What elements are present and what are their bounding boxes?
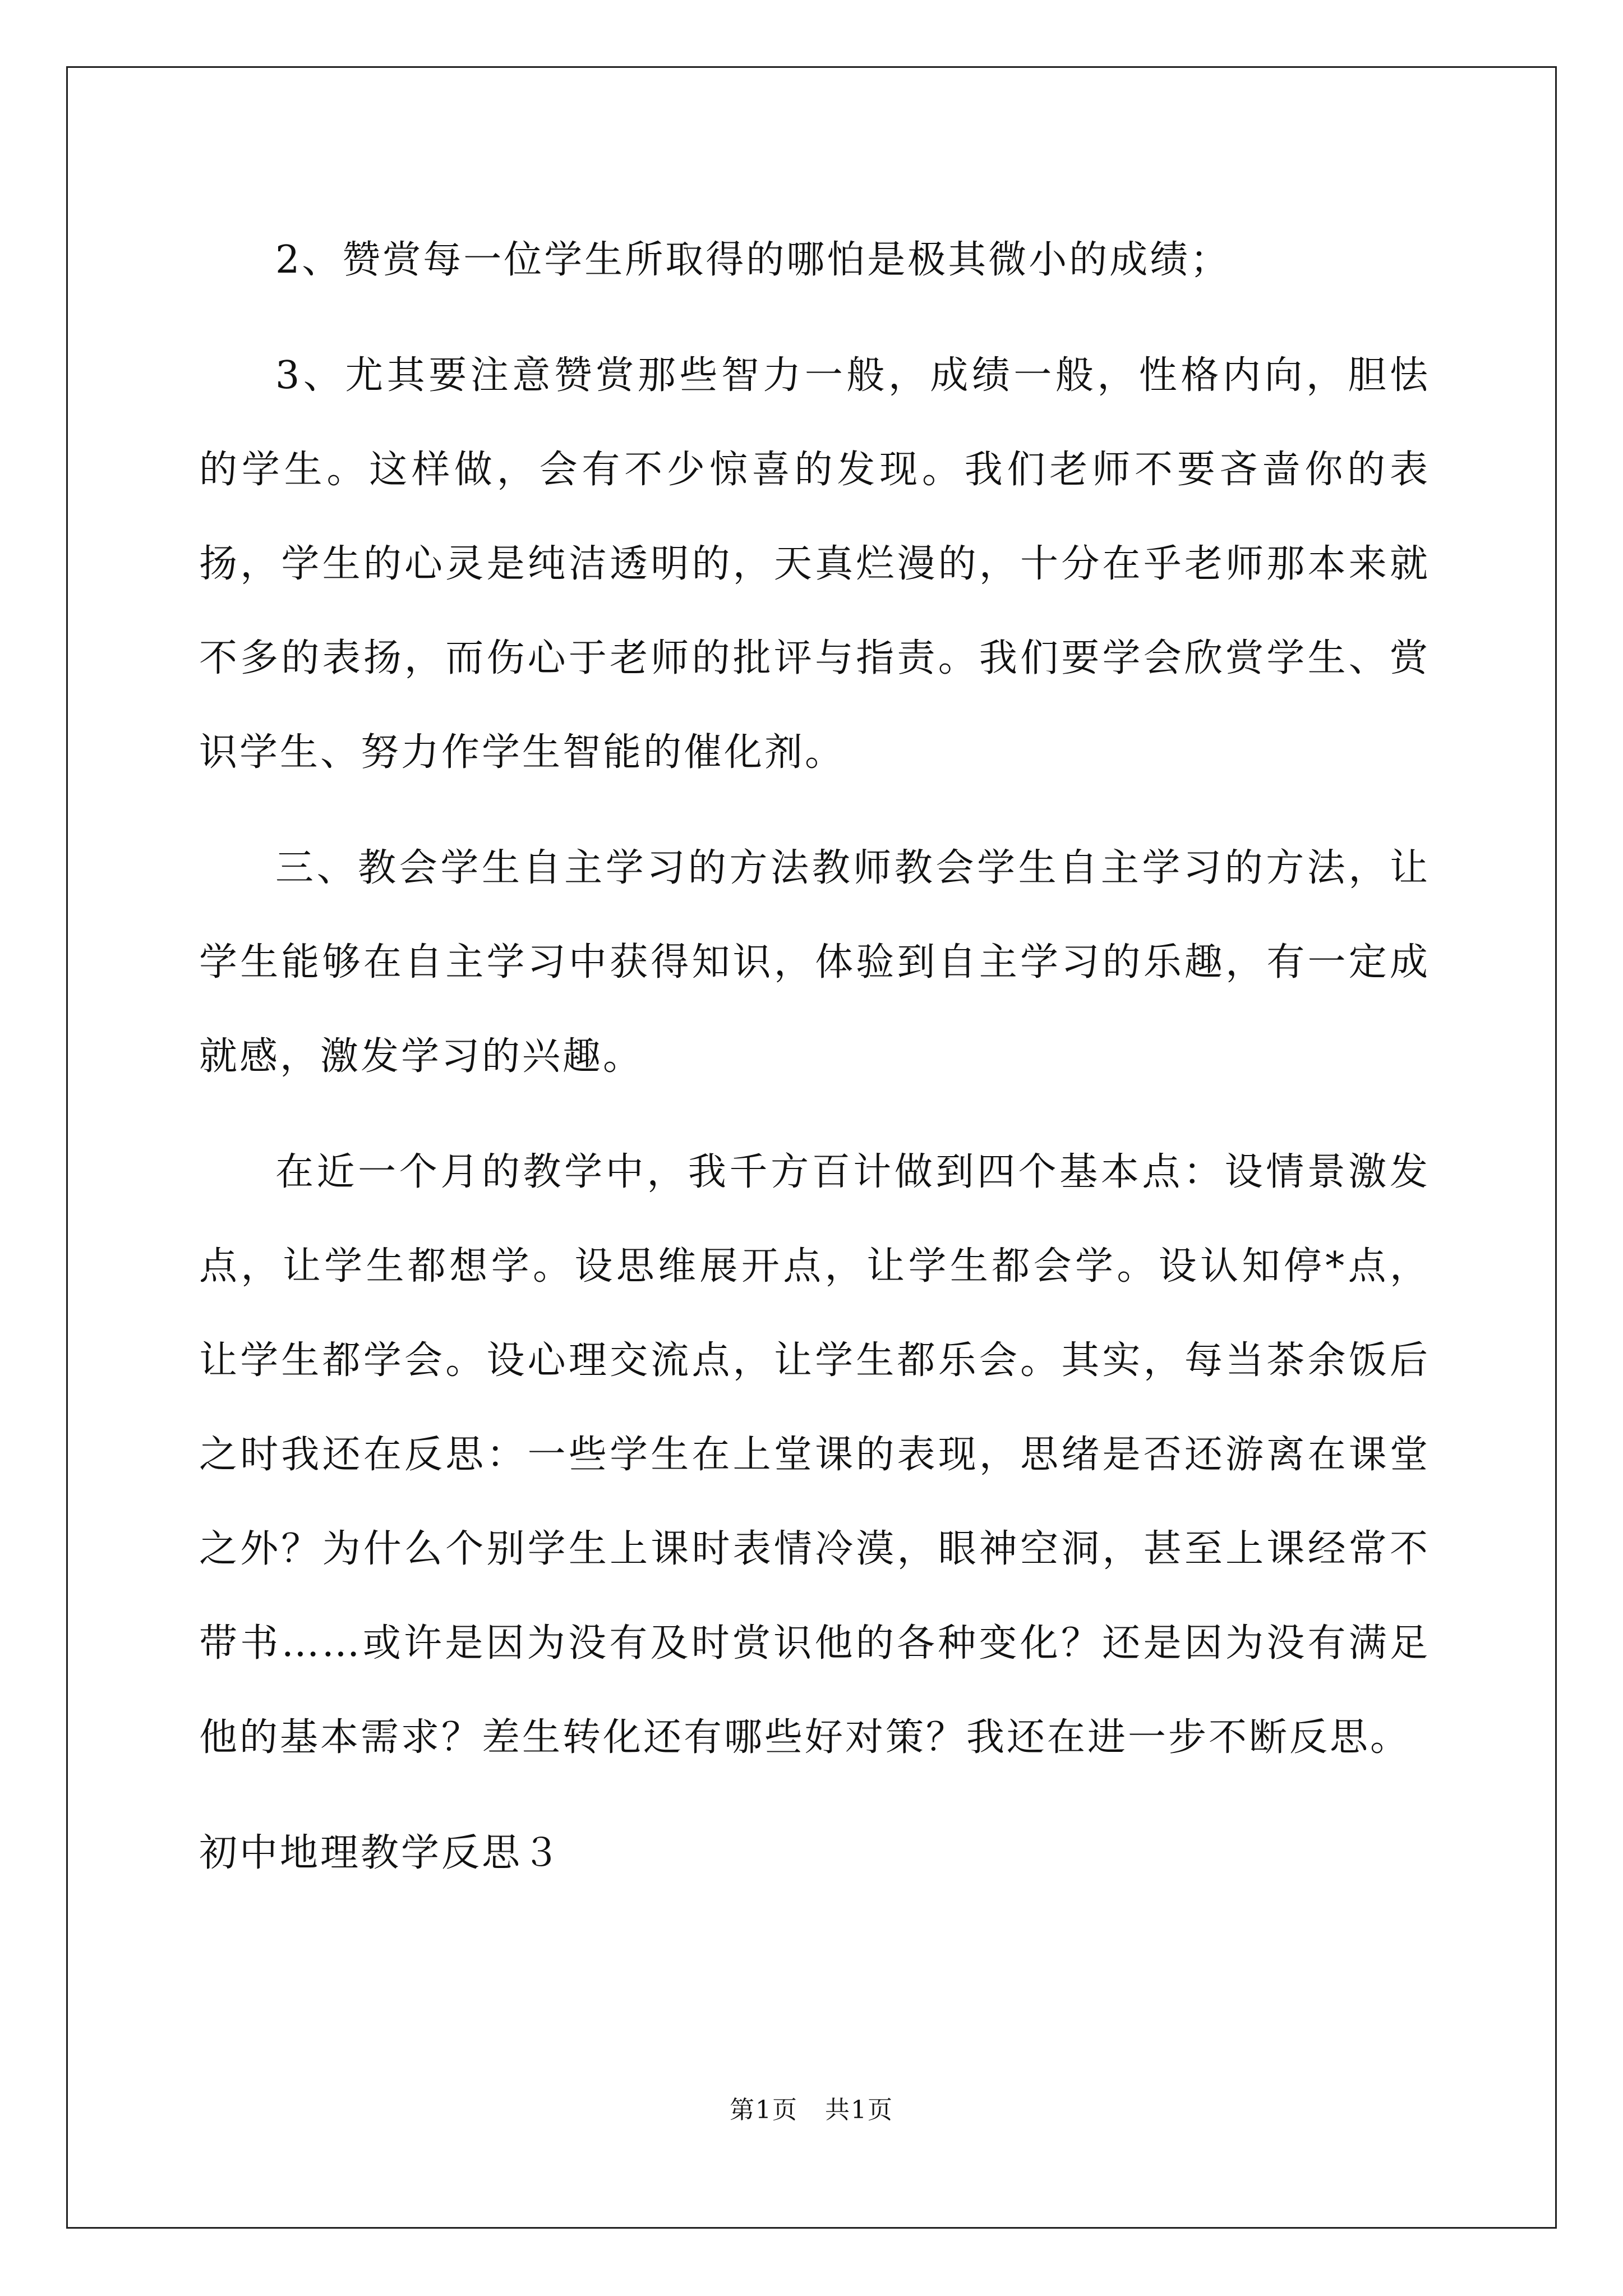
paragraph-praise-introverted: 3、尤其要注意赞赏那些智力一般，成绩一般，性格内向，胆怯的学生。这样做，会有不少惊喜的发现。我们老师不要吝啬你的表扬，学生的心灵是纯洁透明的，天真烂漫的，十分在乎老师那本来就不多的表扬，而伤心于老师的批评与指责。我们要学会欣赏学生、赏识学生、努力作学生智能的催化剂。 (199, 353, 1430, 775)
page-footer (0, 2090, 1623, 2125)
paragraph-self-study-methods: 三、教会学生自主学习的方法教师教会学生自主学习的方法，让学生能够在自主学习中获得知识，体验到自主学习的乐趣，有一定成就感，激发学习的兴趣。 (199, 846, 1430, 1079)
page-number-total: 共1页 (825, 2096, 893, 2124)
paragraph-reflection: 在近一个月的教学中，我千方百计做到四个基本点：设情景激发点，让学生都想学。设思维展开点，让学生都会学。设认知停*点，让学生都学会。设心理交流点，让学生都乐会。其实，每当茶余饭后之时我还在反思：一些学生在上堂课的表现，思绪是否还游离在课堂之外？为什么个别学生上课时表情冷漠，眼神空洞，甚至上课经常不带书……或许是因为没有及时赏识他的各种变化？还是因为没有满足他的基本需求？差生转化还有哪些好对策？我还在进一步不断反思。 (199, 1150, 1430, 1760)
document-body (199, 213, 1430, 1901)
section-heading: 初中地理教学反思３ (199, 1831, 563, 1875)
paragraph-praise-achievements: 2、赞赏每一位学生所取得的哪怕是极其微小的成绩； (275, 238, 1231, 282)
page-number-current: 第1页 (730, 2096, 798, 2124)
